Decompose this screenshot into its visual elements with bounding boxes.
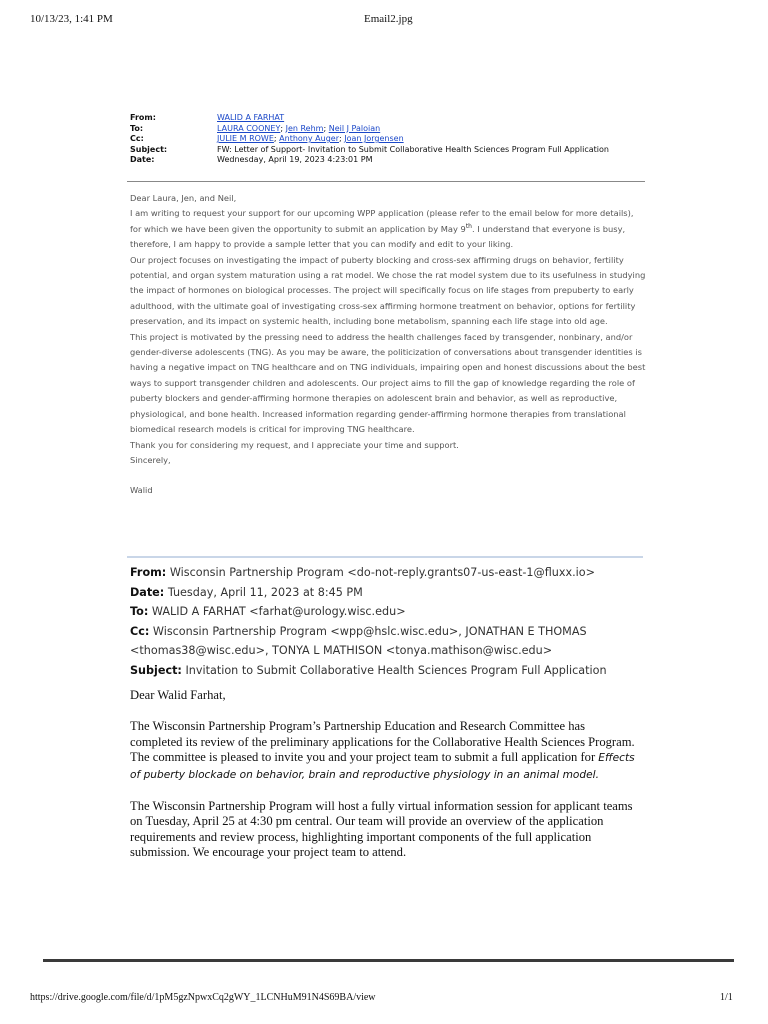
letter-greeting: Dear Laura, Jen, and Neil, — [130, 193, 237, 203]
date-label: Date: — [130, 155, 155, 164]
print-url: https://drive.google.com/file/d/1pM5gzNpwxCq2gWY_1LCNHuM91N4S69BA/view — [30, 992, 376, 1003]
print-page-number: 1/1 — [720, 992, 733, 1003]
forwarded-header — [130, 563, 650, 681]
letter-p1-text: I am writing to request your support for our upcoming WPP application (please refer to the email below for more details), for which we have been given the opportunity to submit an application by May 9 — [130, 208, 634, 234]
fwd-to-label: To: — [130, 605, 149, 619]
to-link-3[interactable]: Neil J Paloian — [328, 123, 381, 133]
fwd-date-row — [130, 583, 650, 603]
fwd-paragraph-2: The Wisconsin Partnership Program will host a fully virtual information session for applicant teams on Tuesday, April 25 at 4:30 pm central. Our team will provide an overview of the application requirements and review process, highlighting important components of the full application submission. We encourage your project team to attend. — [130, 798, 633, 859]
from-link[interactable]: WALID A FARHAT — [217, 113, 285, 122]
letter-paragraph-1 — [130, 206, 646, 252]
fwd-cc-value: Wisconsin Partnership Program <wpp@hslc.wisc.edu>, JONATHAN E THOMAS <thomas38@wisc.edu>, TONYA L MATHISON <tonya.mathison@wisc.edu> — [130, 624, 587, 658]
fwd-paragraph-1 — [130, 719, 640, 783]
forwarded-body — [130, 688, 640, 861]
to-link-1[interactable]: LAURA COONEY — [217, 123, 281, 133]
cc-link-3[interactable]: Joan Jorgensen — [344, 134, 404, 143]
fwd-subject-row — [130, 661, 650, 681]
page-bottom-rule — [43, 959, 734, 962]
fwd-from-row — [130, 563, 650, 583]
header-divider — [127, 181, 645, 182]
print-datetime: 10/13/23, 1:41 PM — [30, 13, 113, 25]
cc-label: Cc: — [130, 134, 144, 143]
separator: ; — [338, 134, 345, 143]
fwd-subject-value: Invitation to Submit Collaborative Health Sciences Program Full Application — [185, 663, 607, 677]
separator: ; — [280, 123, 286, 133]
letter-p1-text-end: . I understand that everyone is busy, therefore, I am happy to provide a sample letter that you can modify and edit to your liking. — [130, 223, 626, 250]
letter-body — [130, 191, 646, 499]
fwd-from-value: Wisconsin Partnership Program <do-not-reply.grants07-us-east-1@fluxx.io> — [169, 566, 595, 579]
forward-divider — [127, 556, 643, 558]
fwd-greeting: Dear Walid Farhat, — [130, 688, 226, 702]
letter-signature: Walid — [130, 485, 153, 496]
subject-label: Subject: — [130, 144, 168, 154]
date-value: Wednesday, April 19, 2023 4:23:01 PM — [217, 155, 373, 164]
to-link-2[interactable]: Jen Rehm — [285, 123, 324, 133]
fwd-from-label: From: — [130, 566, 167, 579]
letter-paragraph-2: Our project focuses on investigating the impact of puberty blocking and cross-sex affirming drugs on behavior, fertility potential, and organ system maturation using a rat model. We chose the rat model system due to its usefulness in studying the impact of hormones on biological processes. The project will specifically focus on life stages from prepuberty to early adulthood, with the ultimate goal of investigating cross-sex affirming hormone treatment on behavior, options for fertility preservation, and its impact on systemic health, including bone metabolism, spanning each life stage into old age. — [130, 254, 646, 327]
cc-link-1[interactable]: JULIE M ROWE — [217, 134, 274, 143]
fwd-cc-row — [130, 622, 650, 661]
separator: ; — [273, 134, 280, 143]
print-filename: Email2.jpg — [364, 13, 413, 25]
letter-closing: Sincerely, — [130, 454, 171, 465]
cc-link-2[interactable]: Anthony Auger — [279, 134, 339, 143]
letter-paragraph-3: This project is motivated by the pressing need to address the health challenges faced by transgender, nonbinary, and/or gender-diverse adolescents (TNG). As you may be aware, the politicization of conversations about transgender identities is having a negative impact on TNG healthcare and on TNG individuals, impairing open and honest discussions about the best ways to support transgender children and adolescents. Our project aims to fill the gap of knowledge regarding the role of puberty blockers and gender-affirming hormone therapies on adolescent brain and behavior, as well as reproductive, physiological, and bone health. Increased information regarding gender-affirming hormone therapies from translational biomedical research models is critical for improving TNG healthcare. — [130, 331, 646, 435]
fwd-p1-text: The Wisconsin Partnership Program’s Partnership Education and Research Committee has completed its review of the preliminary applications for the Collaborative Health Sciences Program. The committee is pleased to invite you and your project team to submit a full application for — [130, 719, 635, 764]
separator: ; — [323, 123, 329, 133]
letter-p1-sup: th — [465, 223, 472, 231]
fwd-date-value: Tuesday, April 11, 2023 at 8:45 PM — [167, 585, 363, 599]
fwd-to-row — [130, 602, 650, 622]
subject-value: FW: Letter of Support- Invitation to Submit Collaborative Health Sciences Program Full Application — [217, 144, 609, 154]
to-label: To: — [130, 123, 144, 133]
fwd-project-title: Effects of puberty blockade on behavior, brain and reproductive physiology in an animal model. — [130, 752, 635, 781]
fwd-date-label: Date: — [130, 585, 165, 599]
from-label: From: — [130, 113, 156, 122]
fwd-to-value: WALID A FARHAT <farhat@urology.wisc.edu> — [151, 605, 406, 619]
letter-paragraph-4: Thank you for considering my request, and I appreciate your time and support. — [130, 439, 459, 450]
fwd-subject-label: Subject: — [130, 663, 182, 677]
fwd-cc-label: Cc: — [130, 624, 150, 638]
email-header — [130, 113, 609, 166]
